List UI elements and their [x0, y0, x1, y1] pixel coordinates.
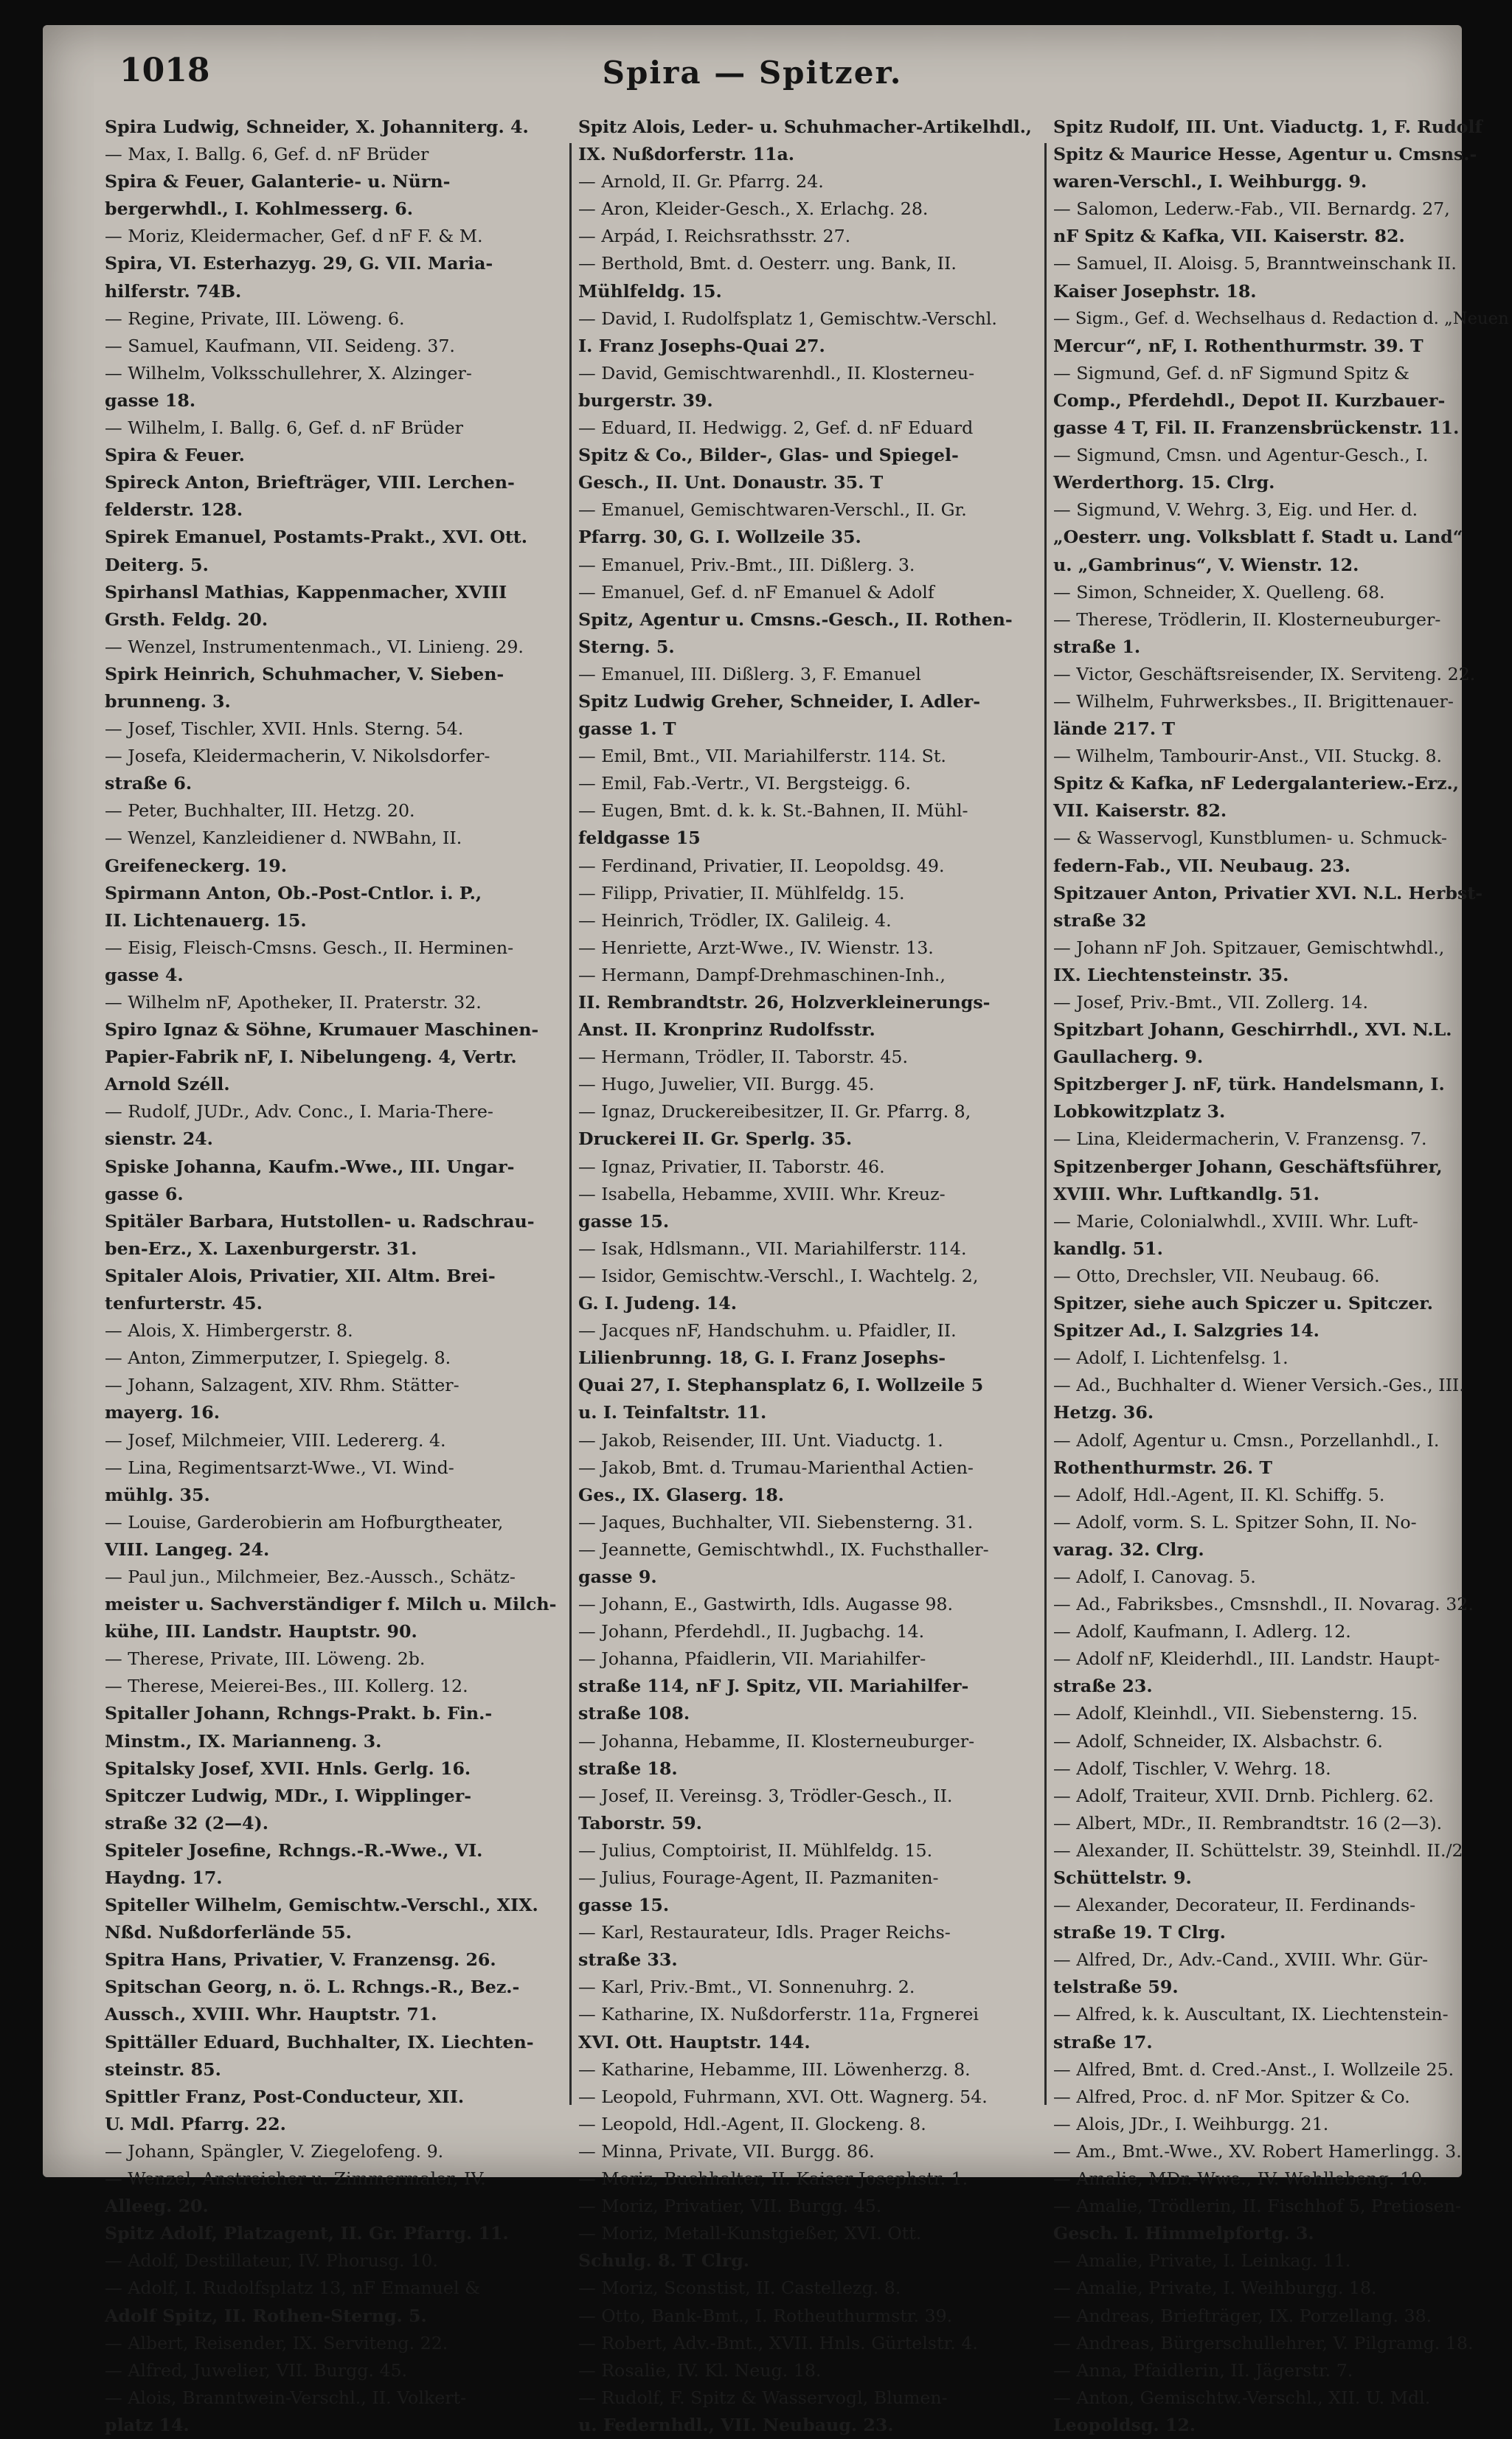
directory-entry-line: — Simon, Schneider, X. Quelleng. 68. [1053, 581, 1385, 603]
directory-entry-line: Hetzg. 36. [1053, 1402, 1154, 1423]
directory-entry-line: — Max, I. Ballg. 6, Gef. d. nF Brüder [105, 144, 429, 165]
directory-entry-line: Druckerei II. Gr. Sperlg. 35. [578, 1128, 853, 1150]
directory-entry-line: — Heinrich, Trödler, IX. Galileig. 4. [578, 909, 892, 931]
directory-entry-line: — Amalie, Private, I. Weihburgg. 18. [1053, 2277, 1377, 2299]
directory-entry-line: Spitzer, siehe auch Spiczer u. Spitczer. [1053, 1293, 1433, 1314]
directory-entry-line: Taborstr. 59. [578, 1812, 702, 1833]
page-header [43, 35, 1462, 117]
directory-entry-line: — Johann, Pferdehdl., II. Jugbachg. 14. [578, 1621, 925, 1642]
column-rule [1044, 143, 1047, 2105]
directory-entry-line: Spitzbart Johann, Geschirrhdl., XVI. N.L. [1053, 1019, 1452, 1041]
directory-entry-line: — Ignaz, Privatier, II. Taborstr. 46. [578, 1156, 885, 1177]
directory-entry-line: — Alexander, Decorateur, II. Ferdinands- [1053, 1895, 1416, 1916]
directory-entry-line: Kaiser Josephstr. 18. [1053, 280, 1257, 302]
directory-entry-line: Spitzauer Anton, Privatier XVI. N.L. Herbst- [1053, 882, 1483, 903]
directory-entry-line: — Otto, Drechsler, VII. Neubaug. 66. [1053, 1265, 1380, 1286]
directory-entry-line: I. Franz Josephs-Quai 27. [578, 335, 825, 356]
page-number: 1018 [119, 52, 210, 89]
directory-entry-line: — Anton, Gemischtw.-Verschl., XII. U. Mdl. [1053, 2387, 1431, 2408]
directory-entry-line: — Salomon, Lederw.-Fab., VII. Bernardg. 27, [1053, 198, 1450, 220]
directory-entry-line: — Moriz, Buchhalter, II. Kaiser Josephstr. 1. [578, 2168, 968, 2190]
directory-entry-line: — Johann nF Joh. Spitzauer, Gemischtwhdl., [1053, 937, 1445, 958]
directory-entry-line: — Ad., Fabriksbes., Cmsnshdl., II. Novarag. 32. [1053, 1594, 1474, 1615]
directory-entry-line: Spitz & Kafka, nF Ledergalanteriew.-Erz., [1053, 773, 1460, 794]
directory-entry-line: Gaullacherg. 9. [1053, 1047, 1204, 1068]
directory-column-2 [578, 114, 1037, 2435]
directory-entry-line: — Samuel, II. Aloisg. 5, Branntweinschank II. [1053, 253, 1457, 274]
directory-entry-line: Gesch., II. Unt. Donaustr. 35. T [578, 472, 884, 493]
directory-entry-line: II. Rembrandtstr. 26, Holzverkleinerungs- [578, 992, 991, 1013]
directory-entry-line: Rothenthurmstr. 26. T [1053, 1457, 1273, 1478]
directory-entry-line: XVIII. Whr. Luftkandlg. 51. [1053, 1183, 1319, 1204]
directory-entry-line: Minstm., IX. Marianneng. 3. [105, 1730, 382, 1752]
directory-entry-line: gasse 6. [105, 1183, 184, 1204]
directory-entry-line: — Eugen, Bmt. d. k. k. St.-Bahnen, II. Mühl- [578, 800, 968, 822]
directory-entry-line: — Marie, Colonialwhdl., XVIII. Whr. Luft- [1053, 1210, 1418, 1232]
directory-entry-line: Leopoldsg. 12. [1053, 2414, 1196, 2435]
directory-entry-line: — Hugo, Juwelier, VII. Burgg. 45. [578, 1074, 875, 1095]
directory-entry-line: — Emanuel, Priv.-Bmt., III. Dißlerg. 3. [578, 554, 915, 575]
directory-entry-line: — Julius, Comptoirist, II. Mühlfeldg. 15. [578, 1839, 933, 1861]
directory-entry-line: — Ad., Buchhalter d. Wiener Versich.-Ges., III. [1053, 1375, 1465, 1396]
directory-entry-line: straße 17. [1053, 2031, 1153, 2053]
directory-entry-line: Adolf Spitz, II. Rothen-Sterng. 5. [105, 2305, 427, 2326]
directory-entry-line: — Jeannette, Gemischtwhdl., IX. Fuchsthaller- [578, 1538, 989, 1560]
directory-entry-line: gasse 18. [105, 389, 196, 411]
directory-entry-line: — Jaques, Buchhalter, VII. Siebensterng. 31. [578, 1511, 974, 1533]
directory-entry-line: Spiske Johanna, Kaufm.-Wwe., III. Ungar- [105, 1156, 515, 1177]
directory-entry-line: straße 108. [578, 1703, 690, 1724]
directory-entry-line: — Josef, Tischler, XVII. Hnls. Sterng. 54. [105, 718, 464, 740]
directory-entry-line: Papier-Fabrik nF, I. Nibelungeng. 4, Vertr. [105, 1047, 517, 1068]
directory-entry-line: felderstr. 128. [105, 499, 243, 521]
directory-entry-line: Spitczer Ludwig, MDr., I. Wipplinger- [105, 1785, 472, 1806]
directory-entry-line: Ges., IX. Glaserg. 18. [578, 1484, 785, 1505]
directory-entry-line: — Filipp, Privatier, II. Mühlfeldg. 15. [578, 882, 905, 903]
directory-entry-line: — Wilhelm, Volksschullehrer, X. Alzinger- [105, 362, 472, 384]
directory-entry-line: Nßd. Nußdorferlände 55. [105, 1922, 352, 1943]
directory-entry-line: Spitz Rudolf, III. Unt. Viaductg. 1, F. Rudolf [1053, 117, 1482, 137]
directory-entry-line: Spirk Heinrich, Schuhmacher, V. Sieben- [105, 663, 504, 684]
directory-entry-line: Spirhansl Mathias, Kappenmacher, XVIII [105, 581, 507, 603]
column-rule [569, 143, 572, 2105]
directory-entry-line: Spirek Emanuel, Postamts-Prakt., XVI. Ott. [105, 527, 527, 548]
directory-entry-line: Spira & Feuer, Galanterie- u. Nürn- [105, 171, 451, 192]
directory-entry-line: IX. Liechtensteinstr. 35. [1053, 964, 1289, 985]
directory-entry-line: gasse 9. [578, 1566, 657, 1587]
directory-entry-line: — Johanna, Pfaidlerin, VII. Mariahilfer- [578, 1648, 926, 1670]
directory-entry-line: Aussch., XVIII. Whr. Hauptstr. 71. [105, 2004, 437, 2025]
directory-entry-line: — Adolf nF, Kleiderhdl., III. Landstr. Haupt- [1053, 1648, 1440, 1670]
directory-entry-line: — Moriz, Privatier, VII. Burgg. 45. [578, 2196, 882, 2217]
directory-entry-line: straße 1. [1053, 636, 1141, 657]
directory-entry-line: — Lina, Regimentsarzt-Wwe., VI. Wind- [105, 1457, 454, 1478]
directory-entry-line: Anst. II. Kronprinz Rudolfsstr. [578, 1019, 875, 1041]
directory-entry-line: — Karl, Priv.-Bmt., VI. Sonnenuhrg. 2. [578, 1977, 915, 1998]
directory-entry-line: Spira Ludwig, Schneider, X. Johanniterg. 4. [105, 117, 529, 137]
directory-entry-line: — Anton, Zimmerputzer, I. Spiegelg. 8. [105, 1347, 451, 1369]
directory-entry-line: straße 23. [1053, 1676, 1153, 1697]
directory-entry-line: — Albert, Reisender, IX. Serviteng. 22. [105, 2332, 448, 2353]
directory-entry-line: — Victor, Geschäftsreisender, IX. Serviteng. 22. [1053, 663, 1476, 684]
directory-page [43, 25, 1509, 2435]
directory-entry-line: Haydng. 17. [105, 1867, 223, 1888]
directory-entry-line: — Alfred, Proc. d. nF Mor. Spitzer & Co. [1053, 2086, 1410, 2107]
directory-entry-line: — Isidor, Gemischtw.-Verschl., I. Wachtelg. 2, [578, 1265, 979, 1286]
directory-entry-line: kandlg. 51. [1053, 1238, 1163, 1259]
directory-entry-line: lände 217. T [1053, 718, 1176, 740]
directory-entry-line: Greifeneckerg. 19. [105, 855, 287, 876]
directory-entry-line: — Josef, Priv.-Bmt., VII. Zollerg. 14. [1053, 992, 1369, 1013]
directory-entry-line: Lilienbrunng. 18, G. I. Franz Josephs- [578, 1347, 946, 1369]
directory-entry-line: Spitzenberger Johann, Geschäftsführer, [1053, 1156, 1443, 1177]
directory-entry-line: — Wilhelm, Tambourir-Anst., VII. Stuckg. 8. [1053, 746, 1443, 767]
directory-entry-line: G. I. Judeng. 14. [578, 1293, 738, 1314]
directory-entry-line: gasse 1. T [578, 718, 676, 740]
directory-entry-line: Spitz Adolf, Platzagent, II. Gr. Pfarrg. 11. [105, 2223, 509, 2244]
directory-entry-line: — Adolf, Kleinhdl., VII. Siebensterng. 15. [1053, 1703, 1418, 1724]
directory-entry-line: XVI. Ott. Hauptstr. 144. [578, 2031, 811, 2053]
directory-entry-line: Comp., Pferdehdl., Depot II. Kurzbauer- [1053, 389, 1446, 411]
directory-entry-line: Spitäler Barbara, Hutstollen- u. Radschrau- [105, 1210, 535, 1232]
directory-entry-line: — Adolf, Tischler, V. Wehrg. 18. [1053, 1758, 1331, 1779]
directory-entry-line: — Josefa, Kleidermacherin, V. Nikolsdorfer- [105, 746, 490, 767]
directory-entry-line: Mühlfeldg. 15. [578, 280, 722, 302]
directory-entry-line: — Adolf, I. Lichtenfelsg. 1. [1053, 1347, 1289, 1369]
directory-entry-line: — Arnold, II. Gr. Pfarrg. 24. [578, 171, 824, 192]
directory-entry-line: — Therese, Meierei-Bes., III. Kollerg. 12. [105, 1676, 468, 1697]
directory-entry-line: sienstr. 24. [105, 1128, 213, 1150]
directory-entry-line: Schulg. 8. T Clrg. [578, 2250, 750, 2272]
directory-entry-line: — Therese, Trödlerin, II. Klosterneuburger- [1053, 608, 1441, 630]
directory-entry-line: Spiteler Josefine, Rchngs.-R.-Wwe., VI. [105, 1839, 483, 1861]
directory-entry-line: — Leopold, Fuhrmann, XVI. Ott. Wagnerg. 54. [578, 2086, 988, 2107]
directory-entry-line: — Emanuel, III. Dißlerg. 3, F. Emanuel [578, 663, 921, 684]
directory-entry-line: — Alexander, II. Schüttelstr. 39, Steinhdl. II./2 [1053, 1839, 1463, 1861]
directory-entry-line: — Amalie, Trödlerin, II. Fischhof 5, Pretiosen- [1053, 2196, 1461, 2217]
directory-entry-line: straße 33. [578, 1949, 678, 1971]
directory-entry-line: — David, I. Rudolfsplatz 1, Gemischtw.-Verschl. [578, 308, 997, 329]
directory-entry-line: — Wenzel, Kanzleidiener d. NWBahn, II. [105, 828, 462, 849]
directory-entry-line: — Adolf, vorm. S. L. Spitzer Sohn, II. No- [1053, 1511, 1417, 1533]
directory-entry-line: Sterng. 5. [578, 636, 675, 657]
directory-entry-line: Werderthorg. 15. Clrg. [1053, 472, 1275, 493]
directory-entry-line: — Alfred, k. k. Auscultant, IX. Liechtenstein- [1053, 2004, 1449, 2025]
directory-entry-line: — Emanuel, Gef. d. nF Emanuel & Adolf [578, 581, 934, 603]
directory-entry-line: II. Lichtenauerg. 15. [105, 909, 307, 931]
directory-entry-line: Gesch. I. Himmelpfortg. 3. [1053, 2223, 1314, 2244]
directory-entry-line: brunneng. 3. [105, 690, 231, 712]
directory-entry-line: IX. Nußdorferstr. 11a. [578, 144, 795, 165]
directory-entry-line: Mercur“, nF, I. Rothenthurmstr. 39. T [1053, 335, 1423, 356]
directory-entry-line: — Alois, JDr., I. Weihburgg. 21. [1053, 2113, 1329, 2134]
directory-entry-line: — Alfred, Dr., Adv.-Cand., XVIII. Whr. Gür- [1053, 1949, 1429, 1971]
directory-entry-line: gasse 15. [578, 1210, 670, 1232]
directory-entry-line: Spira & Feuer. [105, 445, 245, 466]
directory-entry-line: — Isabella, Hebamme, XVIII. Whr. Kreuz- [578, 1183, 946, 1204]
directory-entry-line: Spitzer Ad., I. Salzgries 14. [1053, 1320, 1319, 1342]
directory-entry-line: — Anna, Pfaidlerin, II. Jägerstr. 7. [1053, 2359, 1353, 2381]
directory-entry-line: — Rudolf, F. Spitz & Wasservogl, Blumen- [578, 2387, 948, 2408]
directory-entry-line: — Albert, MDr., II. Rembrandtstr. 16 (2—3). [1053, 1812, 1443, 1833]
directory-entry-line: bergerwhdl., I. Kohlmesserg. 6. [105, 198, 413, 220]
directory-entry-line: straße 18. [578, 1758, 678, 1779]
directory-entry-line: — Moriz, Kleidermacher, Gef. d nF F. & M. [105, 226, 483, 247]
directory-entry-line: gasse 15. [578, 1895, 670, 1916]
directory-entry-line: — Eisig, Fleisch-Cmsns. Gesch., II. Herminen- [105, 937, 514, 958]
directory-entry-line: u. „Gambrinus“, V. Wienstr. 12. [1053, 554, 1359, 575]
directory-entry-line: Alleeg. 20. [105, 2196, 209, 2217]
directory-entry-line: — Andreas, Bürgerschullehrer, V. Pilgramg. 18. [1053, 2332, 1474, 2353]
directory-entry-line: — Rudolf, JUDr., Adv. Conc., I. Maria-There- [105, 1101, 493, 1123]
directory-entry-line: — Emil, Fab.-Vertr., VI. Bergsteigg. 6. [578, 773, 911, 794]
directory-entry-line: Deiterg. 5. [105, 554, 209, 575]
directory-entry-line: U. Mdl. Pfarrg. 22. [105, 2113, 286, 2134]
directory-entry-line: gasse 4. [105, 964, 184, 985]
directory-entry-line: Spirmann Anton, Ob.-Post-Cntlor. i. P., [105, 882, 482, 903]
directory-entry-line: — Rosalie, IV. Kl. Neug. 18. [578, 2359, 822, 2381]
directory-entry-line: meister u. Sachverständiger f. Milch u. Milch- [105, 1594, 557, 1615]
directory-entry-line: Spitaler Alois, Privatier, XII. Altm. Brei- [105, 1265, 496, 1286]
directory-entry-line: — Emil, Bmt., VII. Mariahilferstr. 114. St. [578, 746, 946, 767]
directory-entry-line: — David, Gemischtwarenhdl., II. Klosterneu- [578, 362, 975, 384]
directory-entry-line: — Berthold, Bmt. d. Oesterr. ung. Bank, II. [578, 253, 957, 274]
directory-entry-line: Grsth. Feldg. 20. [105, 608, 268, 630]
directory-entry-line: — Otto, Bank-Bmt., I. Rotheuthurmstr. 39. [578, 2305, 953, 2326]
directory-entry-line: gasse 4 T, Fil. II. Franzensbrückenstr. 11. [1053, 417, 1460, 439]
directory-entry-line: — Lina, Kleidermacherin, V. Franzensg. 7. [1053, 1128, 1427, 1150]
directory-entry-line: kühe, III. Landstr. Hauptstr. 90. [105, 1621, 417, 1642]
directory-entry-line: — Katharine, Hebamme, III. Löwenherzg. 8. [578, 2058, 971, 2080]
directory-entry-line: — Peter, Buchhalter, III. Hetzg. 20. [105, 800, 415, 822]
directory-entry-line: — Johann, Spängler, V. Ziegelofeng. 9. [105, 2140, 444, 2162]
directory-column-3 [1053, 114, 1512, 2435]
directory-entry-line: Schüttelstr. 9. [1053, 1867, 1192, 1888]
directory-entry-line: — Alfred, Juwelier, VII. Burgg. 45. [105, 2359, 408, 2381]
directory-entry-line: — Henriette, Arzt-Wwe., IV. Wienstr. 13. [578, 937, 934, 958]
directory-entry-line: — Wilhelm nF, Apotheker, II. Praterstr. 32. [105, 992, 482, 1013]
directory-entry-line: Spitalsky Josef, XVII. Hnls. Gerlg. 16. [105, 1758, 471, 1779]
directory-entry-line: straße 19. T Clrg. [1053, 1922, 1226, 1943]
directory-entry-line: Spitz Alois, Leder- u. Schuhmacher-Artikelhdl., [578, 117, 1032, 137]
directory-entry-line: Spittäller Eduard, Buchhalter, IX. Liechten- [105, 2031, 534, 2053]
directory-entry-line: Spitzberger J. nF, türk. Handelsmann, I. [1053, 1074, 1445, 1095]
directory-entry-line: Spitz, Agentur u. Cmsns.-Gesch., II. Rothen- [578, 608, 1013, 630]
directory-entry-line: — Wilhelm, Fuhrwerksbes., II. Brigittenauer- [1053, 690, 1454, 712]
directory-entry-line: — Andreas, Briefträger, IX. Porzellang. 38. [1053, 2305, 1432, 2326]
directory-entry-line: — Adolf, Schneider, IX. Alsbachstr. 6. [1053, 1730, 1383, 1752]
directory-entry-line: — Hermann, Trödler, II. Taborstr. 45. [578, 1047, 909, 1068]
directory-entry-line: — Adolf, I. Canovag. 5. [1053, 1566, 1256, 1587]
directory-entry-line: Spireck Anton, Briefträger, VIII. Lerchen- [105, 472, 515, 493]
directory-entry-line: VIII. Langeg. 24. [105, 1538, 270, 1560]
directory-entry-line: — Alois, Branntwein-Verschl., II. Volkert- [105, 2387, 467, 2408]
directory-entry-line: Lobkowitzplatz 3. [1053, 1101, 1226, 1123]
directory-entry-line: hilferstr. 74B. [105, 280, 242, 302]
directory-entry-line: — Regine, Private, III. Löweng. 6. [105, 308, 405, 329]
directory-entry-line: — Minna, Private, VII. Burgg. 86. [578, 2140, 875, 2162]
directory-entry-line: — & Wasservogl, Kunstblumen- u. Schmuck- [1053, 828, 1447, 849]
directory-entry-line: — Josef, Milchmeier, VIII. Ledererg. 4. [105, 1429, 446, 1451]
directory-entry-line: — Wilhelm, I. Ballg. 6, Gef. d. nF Brüder [105, 417, 463, 439]
directory-entry-line: — Adolf, Destillateur, IV. Phorusg. 10. [105, 2250, 438, 2272]
directory-entry-line: — Jacques nF, Handschuhm. u. Pfaidler, II. [578, 1320, 957, 1342]
directory-entry-line: Arnold Széll. [105, 1074, 230, 1095]
directory-entry-line: — Therese, Private, III. Löweng. 2b. [105, 1648, 426, 1670]
directory-entry-line: mayerg. 16. [105, 1402, 220, 1423]
directory-entry-line: — Paul jun., Milchmeier, Bez.-Aussch., Schätz- [105, 1566, 516, 1587]
directory-entry-line: Spiro Ignaz & Söhne, Krumauer Maschinen- [105, 1019, 539, 1041]
directory-entry-line: — Johann, E., Gastwirth, Idls. Augasse 98. [578, 1594, 954, 1615]
directory-entry-line: — Ignaz, Druckereibesitzer, II. Gr. Pfarrg. 8, [578, 1101, 971, 1123]
running-head: Spira — Spitzer. [602, 55, 903, 91]
directory-entry-line: — Eduard, II. Hedwigg. 2, Gef. d. nF Eduard [578, 417, 974, 439]
directory-entry-line: federn-Fab., VII. Neubaug. 23. [1053, 855, 1350, 876]
directory-entry-line: — Adolf, Kaufmann, I. Adlerg. 12. [1053, 1621, 1351, 1642]
directory-entry-line: — Adolf, Hdl.-Agent, II. Kl. Schiffg. 5. [1053, 1484, 1385, 1505]
directory-entry-line: — Aron, Kleider-Gesch., X. Erlachg. 28. [578, 198, 929, 220]
directory-entry-line: — Sigmund, Cmsn. und Agentur-Gesch., I. [1053, 445, 1429, 466]
directory-entry-line: — Leopold, Hdl.-Agent, II. Glockeng. 8. [578, 2113, 926, 2134]
directory-entry-line: — Moriz, Sconstist, II. Castellezg. 8. [578, 2277, 901, 2299]
directory-entry-line: — Arpád, I. Reichsrathsstr. 27. [578, 226, 851, 247]
directory-entry-line: — Moriz, Metall-Kunstgießer, XVI. Ott. [578, 2223, 922, 2244]
directory-entry-line: — Wenzel, Anstreicher u. Zimmermaler, IV. [105, 2168, 486, 2190]
directory-entry-line: — Karl, Restaurateur, Idls. Prager Reichs- [578, 1922, 951, 1943]
directory-entry-line: tenfurterstr. 45. [105, 1293, 263, 1314]
directory-entry-line: — Samuel, Kaufmann, VII. Seideng. 37. [105, 335, 455, 356]
directory-column-1 [105, 114, 563, 2435]
directory-entry-line: VII. Kaiserstr. 82. [1053, 800, 1227, 822]
directory-entry-line: — Amalie, MDr.-Wwe., IV. Wohllebeng. 10. [1053, 2168, 1428, 2190]
directory-entry-line: — Katharine, IX. Nußdorferstr. 11a, Frgnerei [578, 2004, 979, 2025]
directory-entry-line: straße 114, nF J. Spitz, VII. Mariahilfer- [578, 1676, 969, 1697]
directory-entry-line: Spiteller Wilhelm, Gemischtw.-Verschl., XIX. [105, 1895, 538, 1916]
directory-entry-line: — Adolf, Traiteur, XVII. Drnb. Pichlerg. 62. [1053, 1785, 1435, 1806]
directory-entry-line: Pfarrg. 30, G. I. Wollzeile 35. [578, 527, 861, 548]
directory-entry-line: straße 32 (2—4). [105, 1812, 268, 1833]
directory-entry-line: — Hermann, Dampf-Drehmaschinen-Inh., [578, 964, 946, 985]
directory-entry-line: — Am., Bmt.-Wwe., XV. Robert Hamerlingg. 3. [1053, 2140, 1462, 2162]
directory-entry-line: waren-Verschl., I. Weihburgg. 9. [1053, 171, 1367, 192]
directory-entry-line: — Sigmund, Gef. d. nF Sigmund Spitz & [1053, 362, 1409, 384]
directory-entry-line: — Robert, Adv.-Bmt., XVII. Hnls. Gürtelstr. 4. [578, 2332, 978, 2353]
directory-entry-line: Spitz Ludwig Greher, Schneider, I. Adler- [578, 690, 981, 712]
directory-entry-line: nF Spitz & Kafka, VII. Kaiserstr. 82. [1053, 226, 1405, 247]
directory-entry-line: — Louise, Garderobierin am Hofburgtheater, [105, 1511, 504, 1533]
directory-entry-line: Spitz & Maurice Hesse, Agentur u. Cmsns.- [1053, 144, 1477, 165]
directory-entry-line: Spitz & Co., Bilder-, Glas- und Spiegel- [578, 445, 959, 466]
directory-entry-line: mühlg. 35. [105, 1484, 210, 1505]
directory-entry-line: u. Federnhdl., VII. Neubaug. 23. [578, 2414, 894, 2435]
directory-entry-line: — Alois, X. Himbergerstr. 8. [105, 1320, 353, 1342]
directory-entry-line: u. I. Teinfaltstr. 11. [578, 1402, 767, 1423]
directory-entry-line: varag. 32. Clrg. [1053, 1538, 1204, 1560]
directory-entry-line: — Adolf, Agentur u. Cmsn., Porzellanhdl., I. [1053, 1429, 1440, 1451]
directory-entry-line: — Alfred, Bmt. d. Cred.-Anst., I. Wollzeile 25. [1053, 2058, 1454, 2080]
directory-entry-line: Quai 27, I. Stephansplatz 6, I. Wollzeile 5 [578, 1375, 984, 1396]
directory-entry-line: — Emanuel, Gemischtwaren-Verschl., II. Gr. [578, 499, 967, 521]
directory-entry-line: — Julius, Fourage-Agent, II. Pazmaniten- [578, 1867, 939, 1888]
directory-entry-line: platz 14. [105, 2414, 190, 2435]
directory-entry-line: Spitra Hans, Privatier, V. Franzensg. 26. [105, 1949, 496, 1971]
directory-entry-line: — Jakob, Reisender, III. Unt. Viaductg. 1. [578, 1429, 943, 1451]
directory-entry-line: — Johann, Salzagent, XIV. Rhm. Stätter- [105, 1375, 460, 1396]
directory-entry-line: — Isak, Hdlsmann., VII. Mariahilferstr. 114. [578, 1238, 967, 1259]
directory-entry-line: — Ferdinand, Privatier, II. Leopoldsg. 49. [578, 855, 945, 876]
directory-entry-line: Spitaller Johann, Rchngs-Prakt. b. Fin.- [105, 1703, 493, 1724]
directory-entry-line: — Wenzel, Instrumentenmach., VI. Linieng. 29. [105, 636, 524, 657]
directory-entry-line: — Josef, II. Vereinsg. 3, Trödler-Gesch., II. [578, 1785, 953, 1806]
directory-entry-line: — Sigm., Gef. d. Wechselhaus d. Redaction d. „Neuen [1053, 308, 1509, 328]
directory-entry-line: — Amalie, Private, I. Leinkag. 11. [1053, 2250, 1351, 2272]
directory-entry-line: ben-Erz., X. Laxenburgerstr. 31. [105, 1238, 417, 1259]
directory-entry-line: — Adolf, I. Rudolfsplatz 13, nF Emanuel & [105, 2277, 481, 2299]
directory-entry-line: steinstr. 85. [105, 2058, 221, 2080]
directory-entry-line: „Oesterr. ung. Volksblatt f. Stadt u. Land“ [1053, 527, 1463, 548]
directory-entry-line: — Johanna, Hebamme, II. Klosterneuburger- [578, 1730, 975, 1752]
directory-entry-line: — Jakob, Bmt. d. Trumau-Marienthal Actien- [578, 1457, 974, 1478]
directory-entry-line: Spira, VI. Esterhazyg. 29, G. VII. Maria- [105, 253, 493, 274]
directory-entry-line: telstraße 59. [1053, 1977, 1179, 1998]
directory-entry-line: burgerstr. 39. [578, 389, 713, 411]
directory-entry-line: straße 6. [105, 773, 193, 794]
directory-entry-line: straße 32 [1053, 909, 1147, 931]
directory-entry-line: Spitschan Georg, n. ö. L. Rchngs.-R., Bez.- [105, 1977, 520, 1998]
directory-entry-line: feldgasse 15 [578, 828, 701, 849]
directory-entry-line: Spittler Franz, Post-Conducteur, XII. [105, 2086, 465, 2107]
directory-entry-line: — Sigmund, V. Wehrg. 3, Eig. und Her. d. [1053, 499, 1418, 521]
